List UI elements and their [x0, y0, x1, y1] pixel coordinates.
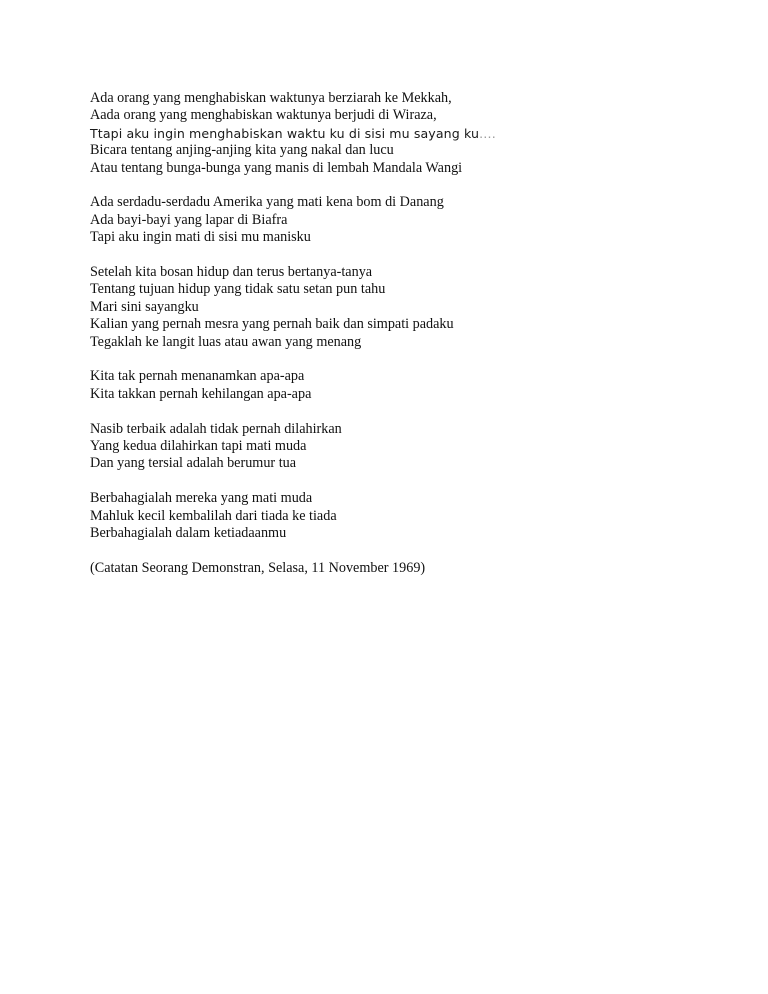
- poem-line: Setelah kita bosan hidup dan terus bertanya-tanya: [90, 264, 373, 281]
- poem-line: Tentang tujuan hidup yang tidak satu setan pun tahu: [90, 281, 386, 298]
- poem-body: [90, 90, 690, 577]
- stanza-4: [90, 368, 690, 403]
- source-note: (Catatan Seorang Demonstran, Selasa, 11 November 1969): [90, 559, 426, 576]
- poem-line: Atau tentang bunga-bunga yang manis di lembah Mandala Wangi: [90, 159, 463, 176]
- poem-line-text: Ttapi aku ingin menghabiskan waktu ku di sisi mu sayang ku: [90, 125, 480, 141]
- poem-line: Bicara tentang anjing-anjing kita yang nakal dan lucu: [90, 142, 394, 159]
- poem-line: Berbahagialah dalam ketiadaanmu: [90, 525, 287, 542]
- poem-line: Mari sini sayangku: [90, 298, 199, 315]
- poem-line: Berbahagialah mereka yang mati muda: [90, 490, 313, 507]
- stanza-1: [90, 90, 690, 177]
- poem-line: Mahluk kecil kembalilah dari tiada ke tiada: [90, 507, 337, 524]
- stanza-3: [90, 264, 690, 351]
- poem-line: Ada orang yang menghabiskan waktunya berziarah ke Mekkah,: [90, 90, 452, 106]
- poem-line-alt-font: [90, 125, 690, 142]
- poem-line: Kita tak pernah menanamkan apa-apa: [90, 368, 305, 385]
- poem-line: Ada serdadu-serdadu Amerika yang mati kena bom di Danang: [90, 194, 444, 211]
- poem-line: Tegaklah ke langit luas atau awan yang menang: [90, 333, 362, 350]
- poem-line: Ada bayi-bayi yang lapar di Biafra: [90, 211, 288, 228]
- poem-line: Yang kedua dilahirkan tapi mati muda: [90, 438, 307, 455]
- poem-line: Kalian yang pernah mesra yang pernah baik dan simpati padaku: [90, 316, 454, 333]
- stanza-6: [90, 490, 690, 542]
- poem-line: Kita takkan pernah kehilangan apa-apa: [90, 385, 312, 402]
- stanza-2: [90, 194, 690, 246]
- stanza-5: [90, 421, 690, 473]
- poem-line: Dan yang tersial adalah berumur tua: [90, 455, 297, 472]
- ellipsis: ….: [479, 125, 496, 141]
- poem-line: Aada orang yang menghabiskan waktunya berjudi di Wiraza,: [90, 107, 437, 124]
- poem-line: Tapi aku ingin mati di sisi mu manisku: [90, 229, 311, 246]
- poem-line: Nasib terbaik adalah tidak pernah dilahirkan: [90, 420, 342, 437]
